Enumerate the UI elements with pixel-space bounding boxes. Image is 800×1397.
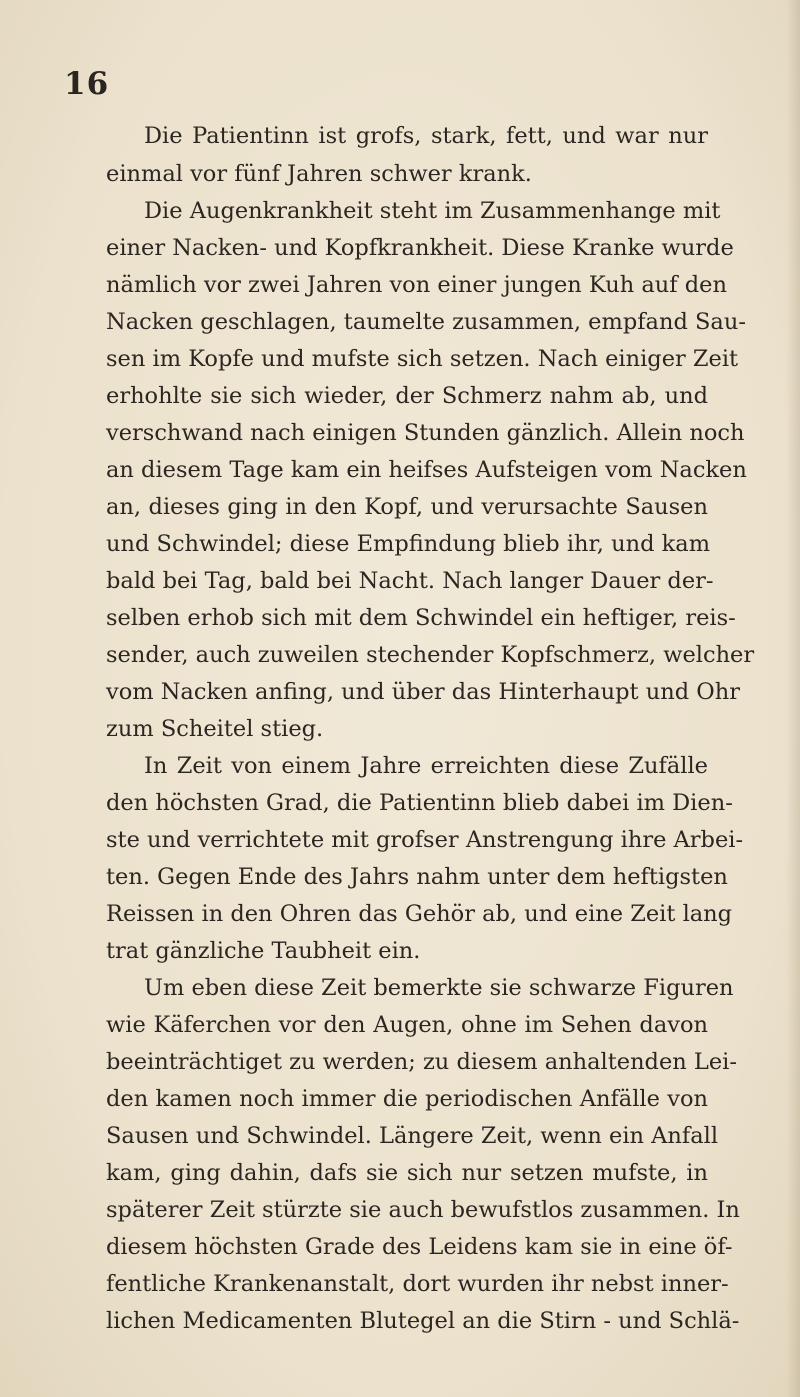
text-line: lichen Medicamenten Blutegel an die Stirn - und Schlä-: [106, 1308, 740, 1334]
text-line: sender, auch zuweilen stechender Kopfschmerz, welcher: [106, 642, 755, 668]
text-line: den höchsten Grad, die Patientinn blieb dabei im Dien-: [106, 790, 733, 816]
text-line: den kamen noch immer die periodischen Anfälle von: [106, 1086, 708, 1112]
text-line: trat gänzliche Taubheit ein.: [106, 938, 421, 964]
text-line: vom Nacken anfing, und über das Hinterhaupt und Ohr: [106, 679, 740, 705]
text-line: ste und verrichtete mit grofser Anstrengung ihre Arbei-: [106, 827, 744, 853]
text-line: Die Augenkrankheit steht im Zusammenhange mit: [144, 198, 721, 224]
text-line: fentliche Krankenanstalt, dort wurden ihr nebst inner-: [106, 1271, 729, 1297]
page-number: 16: [64, 66, 110, 102]
text-line: beeinträchtiget zu werden; zu diesem anhaltenden Lei-: [106, 1049, 737, 1075]
text-line: erhohlte sie sich wieder, der Schmerz nahm ab, und: [106, 383, 708, 409]
text-line: Um eben diese Zeit bemerkte sie schwarze Figuren: [144, 975, 734, 1001]
page-edge-shadow: [786, 0, 800, 1397]
text-line: nämlich vor zwei Jahren von einer jungen Kuh auf den: [106, 272, 727, 298]
text-line: verschwand nach einigen Stunden gänzlich. Allein noch: [106, 420, 745, 446]
text-line: selben erhob sich mit dem Schwindel ein heftiger, reis-: [106, 605, 736, 631]
text-line: an, dieses ging in den Kopf, und verursachte Sausen: [106, 494, 708, 520]
text-line: späterer Zeit stürzte sie auch bewufstlos zusammen. In: [106, 1197, 740, 1223]
text-line: diesem höchsten Grade des Leidens kam sie in eine öf-: [106, 1234, 733, 1260]
text-line: In Zeit von einem Jahre erreichten diese Zufälle: [144, 753, 708, 779]
text-line: bald bei Tag, bald bei Nacht. Nach langer Dauer der-: [106, 568, 714, 594]
text-line: Reissen in den Ohren das Gehör ab, und eine Zeit lang: [106, 901, 733, 927]
text-line: einmal vor fünf Jahren schwer krank.: [106, 161, 532, 187]
text-line: sen im Kopfe und mufste sich setzen. Nach einiger Zeit: [106, 346, 739, 372]
text-line: ten. Gegen Ende des Jahrs nahm unter dem heftigsten: [106, 864, 728, 890]
text-line: Die Patientinn ist grofs, stark, fett, und war nur: [144, 123, 708, 149]
text-line: Nacken geschlagen, taumelte zusammen, empfand Sau-: [106, 309, 746, 335]
text-line: kam, ging dahin, dafs sie sich nur setzen mufste, in: [106, 1160, 708, 1186]
text-line: an diesem Tage kam ein heifses Aufsteigen vom Nacken: [106, 457, 747, 483]
text-line: Sausen und Schwindel. Längere Zeit, wenn ein Anfall: [106, 1123, 719, 1149]
text-line: zum Scheitel stieg.: [106, 716, 324, 742]
text-line: einer Nacken- und Kopfkrankheit. Diese Kranke wurde: [106, 235, 734, 261]
text-line: und Schwindel; diese Empfindung blieb ihr, und kam: [106, 531, 711, 557]
text-line: wie Käferchen vor den Augen, ohne im Sehen davon: [106, 1012, 708, 1038]
